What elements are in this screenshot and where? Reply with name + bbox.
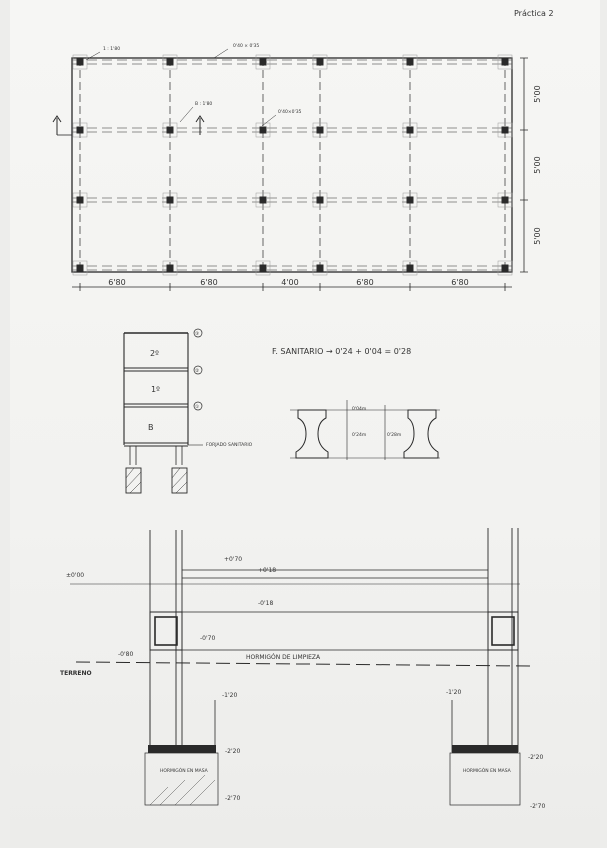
floor-label-1: 1º xyxy=(151,385,160,394)
span-label-3: 4'00 xyxy=(281,278,299,287)
level-mark-3-text: ③ xyxy=(195,332,200,337)
column xyxy=(407,59,414,66)
column xyxy=(77,265,84,272)
level-minus-270-left: -2'70 xyxy=(225,795,241,802)
slab-ground xyxy=(124,443,188,446)
footing-left-outline xyxy=(150,700,215,752)
beam-right-rebar xyxy=(492,617,514,645)
beam-block-left xyxy=(296,410,328,458)
beam-profile xyxy=(290,400,440,460)
span-label-5: 6'80 xyxy=(451,278,469,287)
plan-beam-lines xyxy=(72,60,512,270)
level-minus-070: -0'70 xyxy=(200,635,216,642)
column xyxy=(502,197,509,204)
column xyxy=(317,197,324,204)
level-mark-1-text: ① xyxy=(195,405,200,410)
level-minus-120-right: -1'20 xyxy=(446,689,462,696)
footing-right-rebar xyxy=(452,745,518,753)
footing-right-outline xyxy=(452,700,518,752)
column xyxy=(317,265,324,272)
level-minus-220-right: -2'20 xyxy=(528,754,544,761)
beam-dim-2: 0'24m xyxy=(352,433,367,438)
column xyxy=(167,265,174,272)
level-plus-070: +0'70 xyxy=(224,556,243,563)
bay-label-3: 5'00 xyxy=(533,227,542,245)
section-piers xyxy=(130,446,182,465)
column xyxy=(407,127,414,134)
column xyxy=(77,59,84,66)
level-zero: ±0'00 xyxy=(66,572,85,579)
column xyxy=(317,127,324,134)
mass-concrete-left-hatch xyxy=(150,775,215,805)
level-minus-120-left: -1'20 xyxy=(222,692,238,699)
slab-2 xyxy=(124,368,188,371)
drawing-canvas xyxy=(10,0,600,848)
column xyxy=(502,59,509,66)
foundation-section xyxy=(60,528,545,810)
footing-left-rebar xyxy=(148,745,216,753)
plan-note-3: B : 1'80 xyxy=(195,102,213,107)
bay-label-1: 5'00 xyxy=(533,85,542,103)
span-label-2: 6'80 xyxy=(200,278,218,287)
footing-hatch xyxy=(126,468,187,493)
level-minus-018: -0'18 xyxy=(258,600,274,607)
column xyxy=(317,59,324,66)
column xyxy=(260,265,267,272)
column xyxy=(407,265,414,272)
span-label-1: 6'80 xyxy=(108,278,126,287)
level-minus-270-right: -2'70 xyxy=(530,803,546,810)
column xyxy=(77,127,84,134)
mass-concrete-right-label: HORMIGÓN EN MASA xyxy=(463,769,511,774)
span-label-4: 6'80 xyxy=(356,278,374,287)
mass-concrete-right xyxy=(450,753,520,805)
plan-columns xyxy=(73,55,512,275)
bay-label-2: 5'00 xyxy=(533,156,542,174)
level-minus-080: -0'80 xyxy=(118,651,134,658)
terrain-label: TERRENO xyxy=(60,670,92,677)
plan-outline xyxy=(72,58,512,272)
column xyxy=(260,59,267,66)
cleaning-concrete-label: HORMIGÓN DE LIMPIEZA xyxy=(246,654,321,661)
drawing-sheet xyxy=(10,0,600,848)
level-minus-220-left: -2'20 xyxy=(225,748,241,755)
column-plan xyxy=(53,43,542,291)
column xyxy=(407,197,414,204)
page-label: Práctica 2 xyxy=(514,9,554,18)
upper-slab xyxy=(182,570,488,578)
plan-note-4: 0'40×0'35 xyxy=(278,110,302,115)
floor-label-b: B xyxy=(148,423,154,432)
column xyxy=(77,197,84,204)
beam-dim-3: 0'28m xyxy=(387,433,402,438)
mass-concrete-left xyxy=(145,753,218,805)
level-mark-2-text: ② xyxy=(195,369,200,374)
column xyxy=(260,197,267,204)
column xyxy=(167,59,174,66)
column xyxy=(167,127,174,134)
lower-slab xyxy=(150,612,518,650)
forjado-formula: F. SANITARIO → 0'24 + 0'04 = 0'28 xyxy=(272,347,412,356)
column xyxy=(167,197,174,204)
column xyxy=(502,265,509,272)
floor-label-2: 2º xyxy=(150,349,159,358)
column xyxy=(502,127,509,134)
beam-block-right xyxy=(404,410,438,458)
forjado-label: FORJADO SANITARIO xyxy=(206,443,253,448)
plan-vertical-axes xyxy=(80,58,505,272)
note-leaders xyxy=(86,49,276,126)
beam-dim-1: 0'04m xyxy=(352,407,367,412)
ground-line xyxy=(76,662,530,666)
level-plus-018: +0'18 xyxy=(258,567,277,574)
slab-1 xyxy=(124,404,188,407)
floor-section xyxy=(124,329,253,493)
beam-left-rebar xyxy=(155,617,177,645)
mass-concrete-left-label: HORMIGÓN EN MASA xyxy=(160,769,208,774)
column xyxy=(260,127,267,134)
section-arrow-left xyxy=(53,116,61,135)
plan-note-1: 1 : 1'80 xyxy=(103,47,121,52)
plan-note-2: 0'40 × 0'35 xyxy=(233,44,260,49)
